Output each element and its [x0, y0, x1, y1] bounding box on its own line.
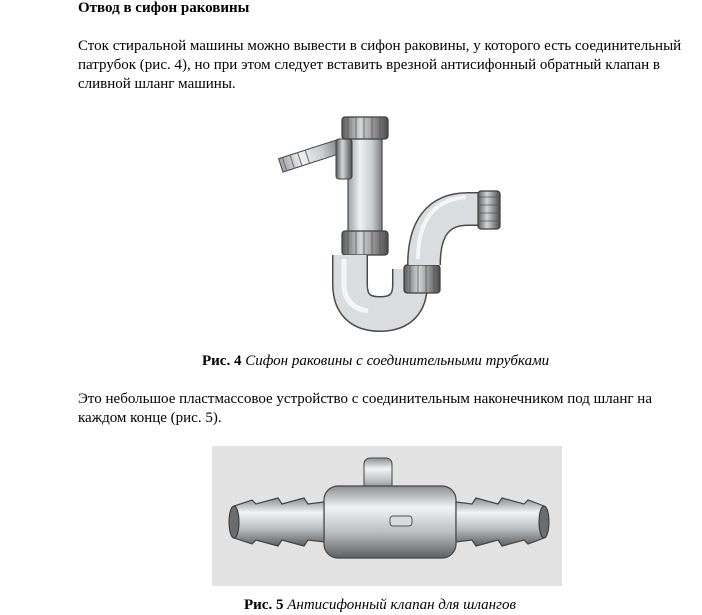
figure-4-label: Рис. 4: [202, 353, 242, 369]
figure-4-siphon-image: [268, 109, 508, 335]
figure-5-label: Рис. 5: [244, 597, 284, 613]
paragraph-device: Это небольшое пластмассовое устройство с соединительным наконечником под шланг на каждом конце (рис. 5).: [78, 391, 652, 426]
anti-siphon-valve-illustration: [212, 446, 562, 586]
figure-5-caption-text: Антисифонный клапан для шлангов: [287, 597, 516, 613]
section-heading: Отвод в сифон раковины: [78, 0, 250, 16]
figure-5-caption: [244, 596, 516, 614]
siphon-illustration: [268, 109, 508, 335]
figure-4-caption-text: Сифон раковины с соединительными трубками: [245, 353, 550, 369]
paragraph-intro: Сток стиральной машины можно вывести в сифон раковины, у которого есть соединительный патрубок (рис. 4), но при этом следует вставить врезной антисифонный обратный клапан в сливной шланг машины.: [78, 38, 682, 92]
figure-5-valve-image: [212, 446, 562, 586]
figure-4-caption: [202, 352, 549, 370]
